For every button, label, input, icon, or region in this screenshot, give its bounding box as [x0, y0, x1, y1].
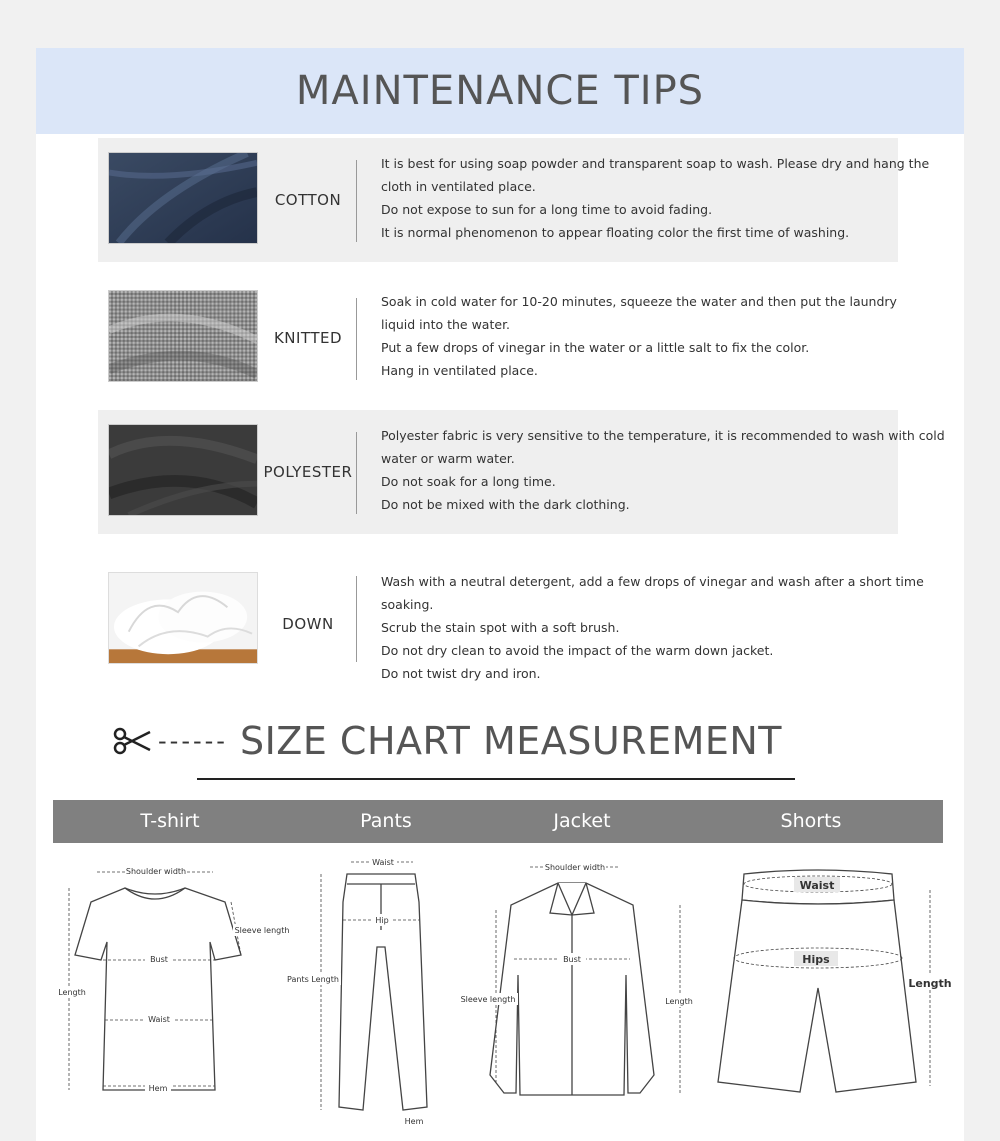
jacket-diagram — [458, 855, 698, 1105]
divider — [356, 298, 357, 380]
tip-polyester — [98, 410, 945, 534]
polyester-swatch-image — [108, 424, 258, 516]
fabric-name: POLYESTER — [263, 463, 353, 481]
tip-line: water or warm water. — [381, 451, 515, 466]
pants-diagram — [285, 852, 445, 1132]
cut-line-dashes: ------ — [158, 727, 228, 755]
tip-line: Do not expose to sun for a long time to avoid fading. — [381, 202, 713, 217]
tshirt-diagram — [55, 860, 295, 1105]
tip-line: liquid into the water. — [381, 317, 511, 332]
tip-line: It is normal phenomenon to appear floating color the first time of washing. — [381, 225, 850, 240]
shorts-diagram — [708, 860, 958, 1100]
tip-line: Scrub the stain spot with a soft brush. — [381, 620, 620, 635]
tip-text — [381, 290, 896, 382]
pants-length-label: Pants Length — [287, 975, 339, 984]
tip-text — [381, 570, 924, 685]
fabric-name: KNITTED — [273, 329, 343, 347]
divider — [356, 576, 357, 662]
tshirt-waist-label: Waist — [148, 1015, 170, 1024]
tip-line: soaking. — [381, 597, 434, 612]
tshirt-bust-label: Bust — [150, 955, 168, 964]
tip-down — [98, 556, 924, 686]
fabric-name: DOWN — [282, 615, 334, 633]
tshirt-length-label: Length — [58, 988, 86, 997]
tip-line: Do not dry clean to avoid the impact of the warm down jacket. — [381, 643, 774, 658]
category-pants: Pants — [360, 810, 412, 832]
tip-line: Do not soak for a long time. — [381, 474, 556, 489]
down-swatch-image — [108, 572, 258, 664]
knitted-swatch-image — [108, 290, 258, 382]
maintenance-title: MAINTENANCE TIPS — [295, 68, 705, 114]
category-jacket: Jacket — [553, 810, 611, 832]
tip-text — [381, 152, 930, 244]
tip-knitted — [98, 276, 898, 400]
scissors-icon — [112, 726, 152, 756]
tshirt-shoulder-label: Shoulder width — [125, 867, 187, 876]
title-underline — [197, 778, 795, 780]
maintenance-banner — [36, 48, 964, 134]
pants-hem-label: Hem — [404, 1117, 424, 1126]
tshirt-sleeve-label: Sleeve length — [234, 926, 290, 935]
tip-line: Put a few drops of vinegar in the water or a little salt to fix the color. — [381, 340, 810, 355]
tip-line: Soak in cold water for 10-20 minutes, squeeze the water and then put the laundry — [381, 294, 897, 309]
tip-line: cloth in ventilated place. — [381, 179, 536, 194]
tip-line: Hang in ventilated place. — [381, 363, 538, 378]
tip-line: Polyester fabric is very sensitive to the temperature, it is recommended to wash with cold — [381, 428, 945, 443]
jacket-length-label: Length — [665, 997, 693, 1006]
tip-cotton — [98, 138, 930, 262]
shorts-waist-label: Waist — [799, 879, 835, 892]
shorts-length-label: Length — [908, 977, 952, 990]
jacket-sleeve-label: Sleeve length — [460, 995, 516, 1004]
jacket-bust-label: Bust — [563, 955, 581, 964]
jacket-shoulder-label: Shoulder width — [544, 863, 606, 872]
category-shorts: Shorts — [780, 810, 842, 832]
pants-waist-label: Waist — [372, 858, 394, 867]
tip-line: Wash with a neutral detergent, add a few drops of vinegar and wash after a short time — [381, 574, 924, 589]
category-tshirt: T-shirt — [140, 810, 200, 832]
size-chart-heading — [112, 716, 892, 766]
size-category-bar — [53, 800, 943, 843]
tip-line: Do not be mixed with the dark clothing. — [381, 497, 630, 512]
tip-line: Do not twist dry and iron. — [381, 666, 541, 681]
pants-hip-label: Hip — [375, 916, 389, 925]
cotton-swatch-image — [108, 152, 258, 244]
divider — [356, 432, 357, 514]
size-chart-title: SIZE CHART MEASUREMENT — [239, 719, 783, 763]
divider — [356, 160, 357, 242]
shorts-hips-label: Hips — [802, 953, 830, 966]
tshirt-hem-label: Hem — [148, 1084, 168, 1093]
tip-line: It is best for using soap powder and transparent soap to wash. Please dry and hang the — [381, 156, 930, 171]
tip-text — [381, 424, 945, 516]
fabric-name: COTTON — [274, 191, 342, 209]
